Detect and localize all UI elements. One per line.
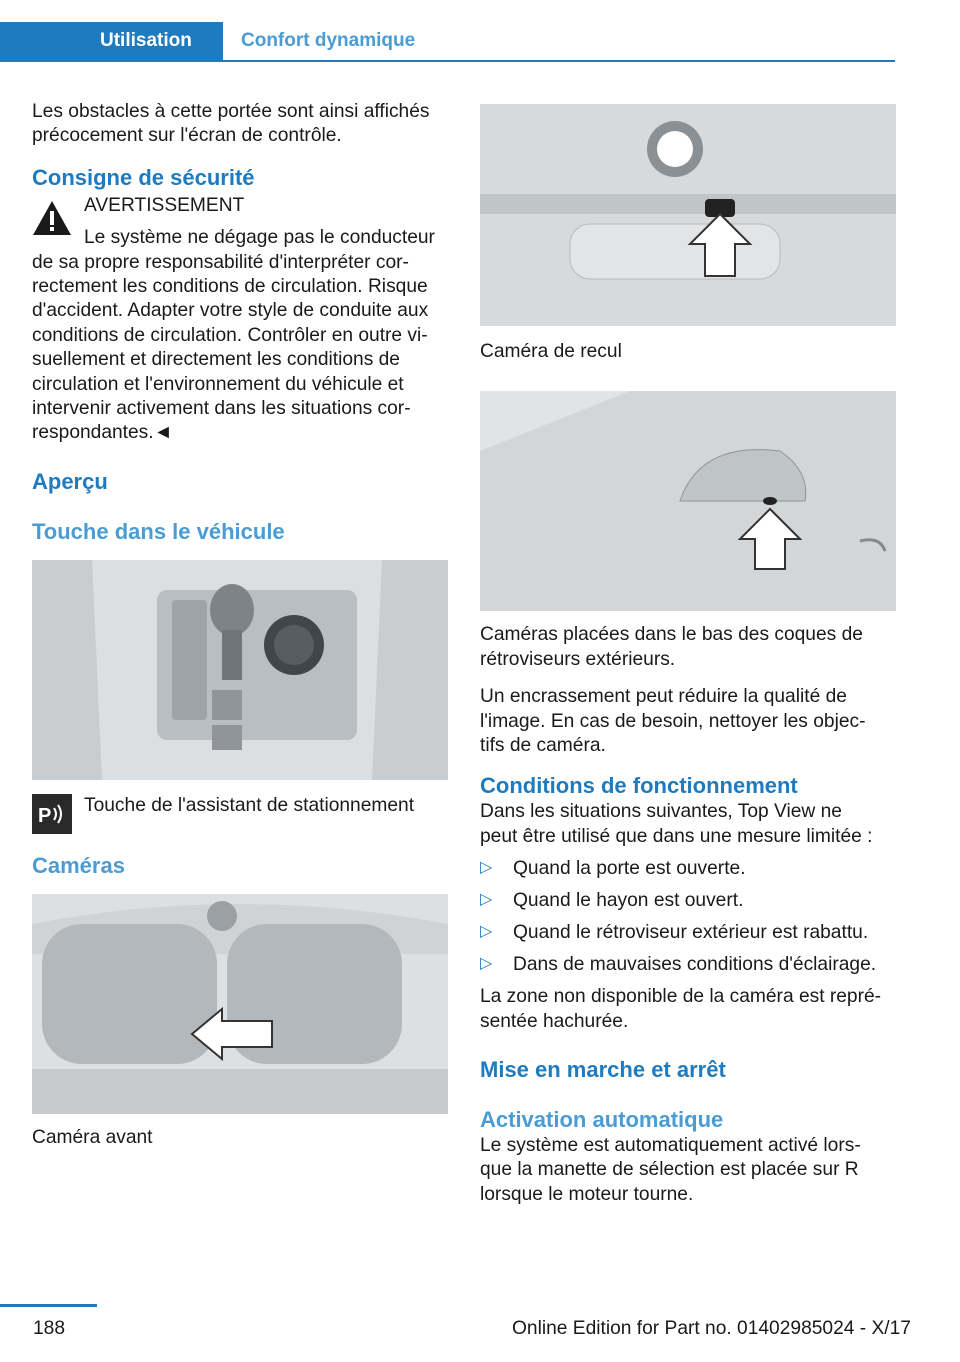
edition-note: Online Edition for Part no. 01402985024 - X/17: [512, 1318, 911, 1339]
rear-camera-photo: [480, 104, 896, 326]
auto-text-line: lorsque le moteur tourne.: [480, 1183, 694, 1205]
intro-line: Les obstacles à cette portée sont ainsi affichés: [32, 101, 430, 122]
warning-line: circulation et l'environnement du véhicule et: [32, 373, 404, 395]
conditions-intro-line: peut être utilisé que dans une mesure limitée :: [480, 825, 873, 847]
list-item-text: Quand le rétroviseur extérieur est rabattu.: [513, 922, 869, 944]
mirror-caption-line: Caméras placées dans le bas des coques de: [480, 624, 863, 646]
parking-assistant-button-icon: [32, 794, 72, 834]
list-item: [480, 857, 896, 889]
overview-heading: Aperçu: [32, 468, 108, 494]
auto-activation-heading: Activation automatique: [480, 1107, 724, 1133]
conditions-intro-line: Dans les situations suivantes, Top View ne: [480, 801, 842, 823]
list-item: [480, 921, 896, 953]
onoff-heading: Mise en marche et arrêt: [480, 1057, 726, 1083]
warning-line: Le système ne dégage pas le conducteur: [84, 227, 435, 249]
header-tab-active[interactable]: Utilisation: [100, 30, 192, 51]
hatched-note-line: La zone non disponible de la caméra est repré-: [480, 986, 882, 1008]
center-console-photo: [32, 560, 448, 780]
warning-line: intervenir activement dans les situations cor-: [32, 398, 411, 420]
bullet-triangle-icon: ▷: [480, 955, 493, 973]
list-item: [480, 953, 896, 985]
warning-line: rectement les conditions de circulation. Risque: [32, 276, 428, 298]
warning-line: de sa propre responsabilité d'interpréter cor-: [32, 251, 409, 273]
header-tab-inactive[interactable]: Confort dynamique: [241, 30, 416, 51]
rear-camera-caption: Caméra de recul: [480, 341, 622, 362]
hatched-note-line: sentée hachurée.: [480, 1010, 629, 1032]
svg-text:P: P: [38, 804, 52, 827]
auto-text-line: que la manette de sélection est placée sur R: [480, 1159, 859, 1181]
bullet-triangle-icon: ▷: [480, 859, 493, 877]
bullet-triangle-icon: ▷: [480, 923, 493, 941]
auto-text-line: Le système est automatiquement activé lors-: [480, 1135, 861, 1157]
mirror-camera-photo: [480, 391, 896, 611]
list-item-text: Quand la porte est ouverte.: [513, 858, 746, 880]
dirt-note-line: Un encrassement peut réduire la qualité de: [480, 686, 847, 708]
right-column: [480, 104, 896, 1207]
parking-button-row: [32, 794, 448, 844]
header-rule: [223, 60, 895, 62]
warning-triangle-icon: [32, 200, 72, 236]
warning-line: respondantes.◄: [32, 422, 173, 444]
mirror-caption-line: rétroviseurs extérieurs.: [480, 648, 676, 670]
conditions-heading: Conditions de fonctionnement: [480, 773, 798, 799]
warning-line: suellement et directement les conditions de: [32, 349, 400, 371]
cameras-heading: Caméras: [32, 852, 125, 878]
page-number: 188: [33, 1318, 66, 1339]
dirt-note-line: l'image. En cas de besoin, nettoyer les objec-: [480, 710, 866, 732]
footer-rule: [0, 1304, 97, 1307]
list-item-text: Quand le hayon est ouvert.: [513, 890, 744, 912]
warning-block: [32, 194, 448, 446]
warning-line: conditions de circulation. Contrôler en outre vi-: [32, 324, 428, 346]
intro-line: précocement sur l'écran de contrôle.: [32, 125, 342, 147]
warning-title: AVERTISSEMENT: [84, 194, 245, 216]
list-item-text: Dans de mauvaises conditions d'éclairage.: [513, 954, 877, 976]
front-camera-photo: [32, 894, 448, 1114]
list-item: [480, 889, 896, 921]
warning-line: d'accident. Adapter votre style de conduite aux: [32, 300, 429, 322]
bullet-triangle-icon: ▷: [480, 891, 493, 909]
left-column: [32, 100, 448, 1150]
conditions-list: [480, 857, 896, 985]
front-camera-caption: Caméra avant: [32, 1126, 153, 1148]
button-heading: Touche dans le véhicule: [32, 518, 285, 544]
safety-heading: Consigne de sécurité: [32, 164, 255, 190]
dirt-note-line: tifs de caméra.: [480, 735, 606, 757]
parking-button-caption: Touche de l'assistant de stationnement: [84, 794, 415, 816]
